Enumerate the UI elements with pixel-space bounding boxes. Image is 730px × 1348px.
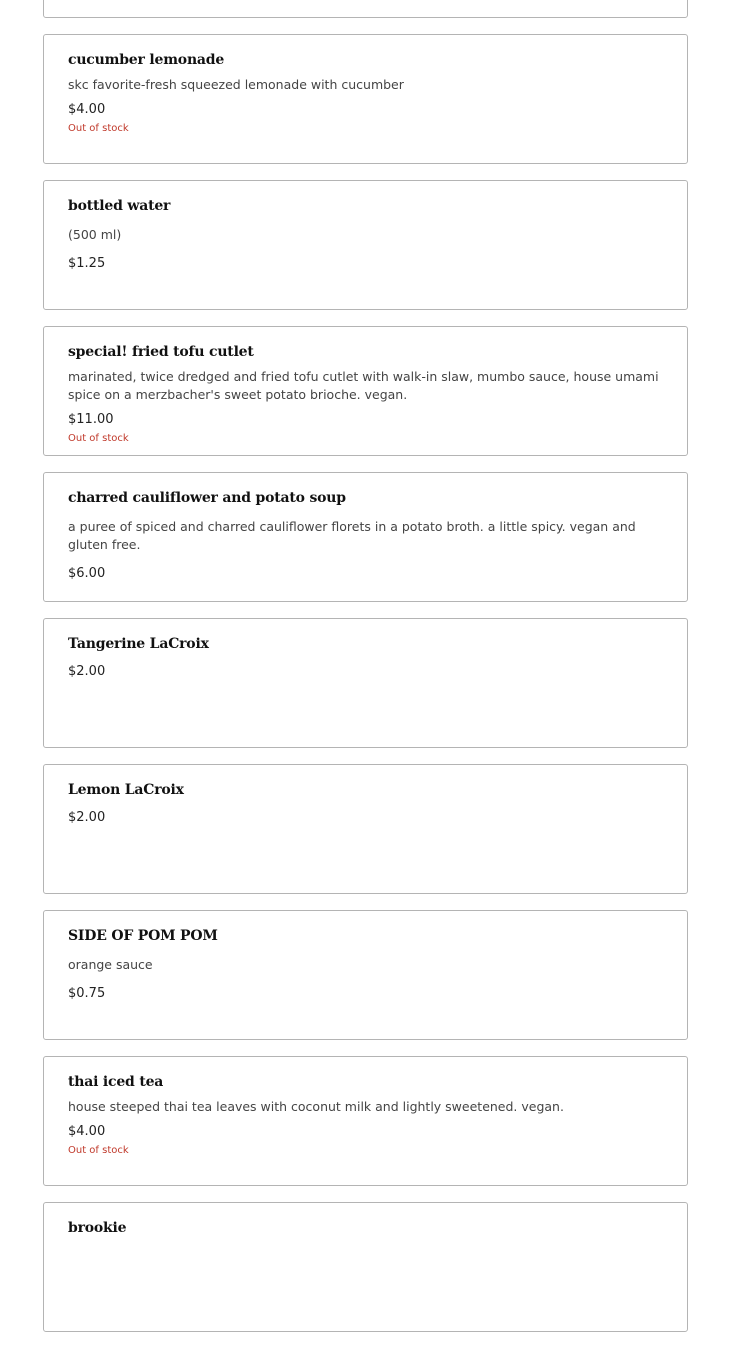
item-price: $6.00	[68, 566, 106, 581]
item-price: $4.00	[68, 102, 106, 117]
item-price: $2.00	[68, 664, 106, 679]
item-name: thai iced tea	[68, 1074, 164, 1090]
item-price: $2.00	[68, 810, 106, 825]
menu-item-card[interactable]	[43, 618, 688, 748]
menu-item-card[interactable]	[43, 34, 688, 164]
item-description: marinated, twice dredged and fried tofu cutlet with walk-in slaw, mumbo sauce, house umami spice on a merzbacher's sweet potato brioche. vegan.	[68, 369, 659, 402]
out-of-stock-label: Out of stock	[68, 433, 129, 444]
menu-item-card[interactable]	[43, 910, 688, 1040]
menu-item-card[interactable]	[43, 472, 688, 602]
out-of-stock-label: Out of stock	[68, 1145, 129, 1156]
menu-item-card[interactable]	[43, 0, 688, 18]
item-name: special! fried tofu cutlet	[68, 344, 254, 360]
item-description: (500 ml)	[68, 227, 122, 242]
menu-item-card[interactable]	[43, 326, 688, 456]
menu-item-card[interactable]	[43, 764, 688, 894]
item-price: $1.25	[68, 256, 106, 271]
menu-item-list	[43, 0, 688, 1348]
out-of-stock-label: Out of stock	[68, 123, 129, 134]
item-name: cucumber lemonade	[68, 52, 225, 68]
item-description: skc favorite-fresh squeezed lemonade with cucumber	[68, 77, 404, 92]
item-description: a puree of spiced and charred cauliflower florets in a potato broth. a little spicy. vegan and gluten free.	[68, 519, 636, 552]
menu-item-card[interactable]	[43, 180, 688, 310]
item-description: orange sauce	[68, 957, 153, 972]
item-name: Lemon LaCroix	[68, 782, 184, 798]
menu-item-card[interactable]	[43, 1202, 688, 1332]
item-price: $0.75	[68, 986, 106, 1001]
item-name: charred cauliflower and potato soup	[68, 490, 346, 506]
item-description: house steeped thai tea leaves with coconut milk and lightly sweetened. vegan.	[68, 1099, 564, 1114]
item-price: $11.00	[68, 412, 114, 427]
item-name: Tangerine LaCroix	[68, 636, 209, 652]
item-name: bottled water	[68, 198, 171, 214]
item-name: brookie	[68, 1220, 127, 1236]
menu-item-card[interactable]	[43, 1056, 688, 1186]
item-name: SIDE OF POM POM	[68, 928, 218, 944]
item-price: $4.00	[68, 1124, 106, 1139]
